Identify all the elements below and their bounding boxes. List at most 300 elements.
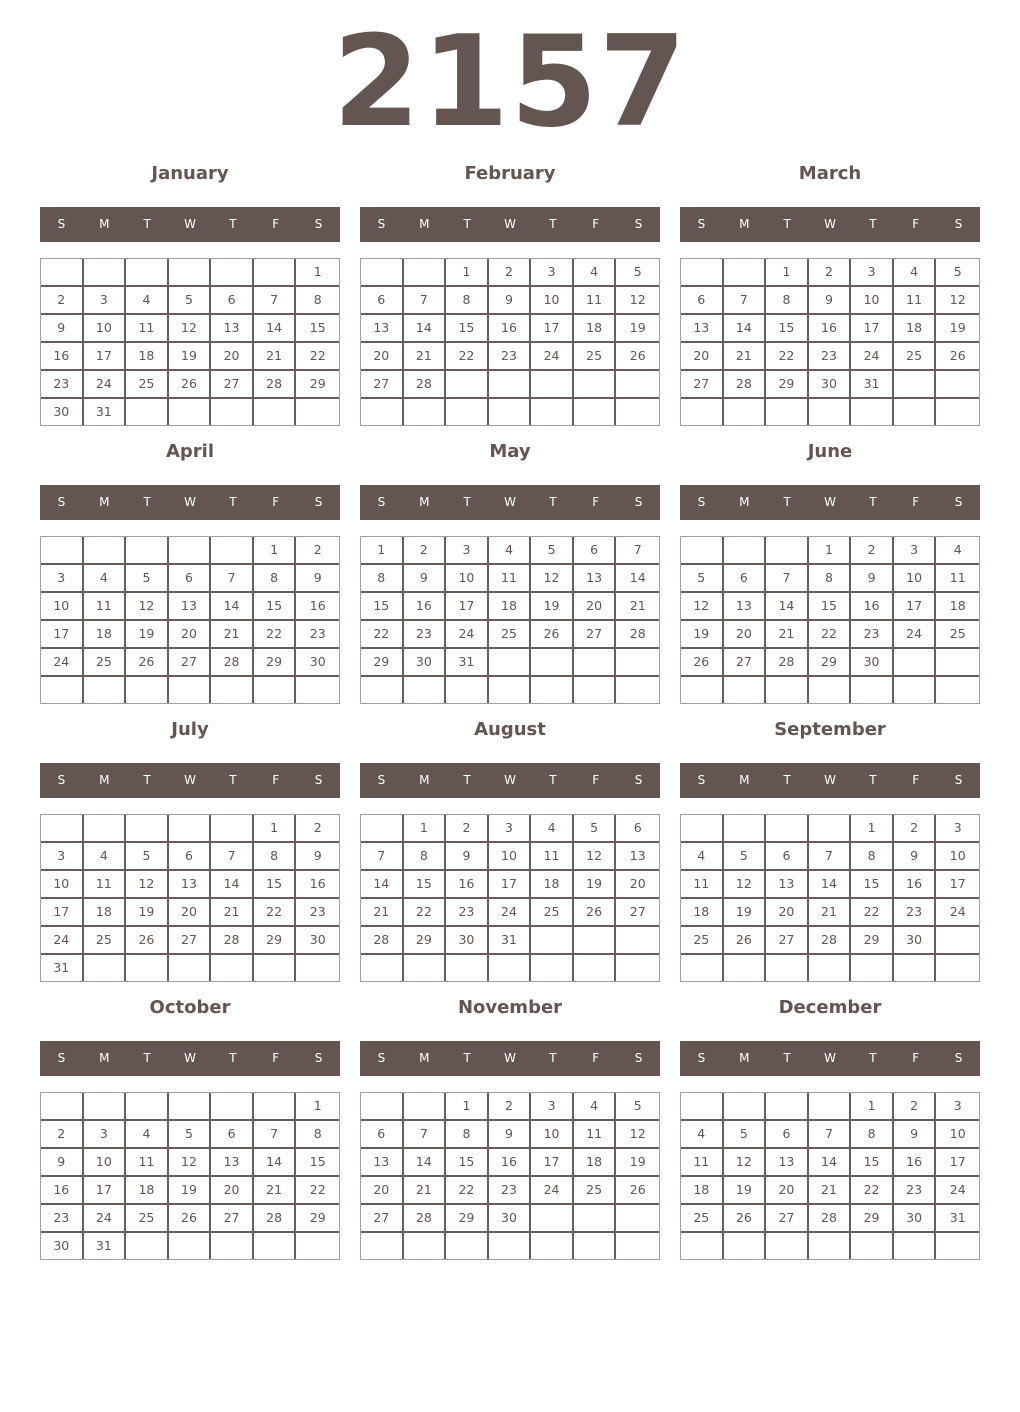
weekday-label: T (783, 773, 791, 787)
day-cell: 10 (531, 1121, 574, 1149)
day-cell: 27 (169, 649, 212, 677)
day-cell: 5 (574, 815, 617, 843)
day-cell: 28 (254, 371, 297, 399)
day-cell: 24 (531, 343, 574, 371)
weekday-label: M (419, 1051, 430, 1065)
day-cell (126, 815, 169, 843)
day-cell: 6 (766, 843, 809, 871)
day-cell: 5 (126, 565, 169, 593)
day-cell (254, 955, 297, 981)
day-cell: 19 (724, 899, 767, 927)
day-cell: 31 (936, 1205, 979, 1233)
day-cell: 14 (616, 565, 659, 593)
day-cell (766, 677, 809, 703)
day-cell (254, 677, 297, 703)
day-cell: 4 (126, 287, 169, 315)
month-title: January (151, 163, 229, 184)
day-cell: 28 (361, 927, 404, 955)
day-cell: 12 (574, 843, 617, 871)
day-cell: 7 (724, 287, 767, 315)
month-title: May (489, 441, 531, 462)
day-cell: 9 (809, 287, 852, 315)
day-cell: 19 (681, 621, 724, 649)
day-cell: 15 (296, 1149, 339, 1177)
weekday-header (360, 485, 660, 520)
month-january (40, 160, 340, 432)
day-grid (40, 1092, 340, 1260)
weekday-label: T (229, 217, 237, 231)
day-cell (489, 955, 532, 981)
day-cell (724, 1093, 767, 1121)
day-cell: 21 (404, 343, 447, 371)
day-cell: 27 (724, 649, 767, 677)
day-cell: 23 (296, 899, 339, 927)
day-cell: 1 (446, 259, 489, 287)
day-cell (936, 649, 979, 677)
day-cell (254, 1233, 297, 1259)
day-cell: 30 (894, 1205, 937, 1233)
month-title: July (171, 719, 209, 740)
day-cell: 10 (446, 565, 489, 593)
weekday-label: S (57, 1051, 66, 1065)
day-cell: 4 (574, 1093, 617, 1121)
day-cell (446, 371, 489, 399)
day-cell: 10 (84, 1149, 127, 1177)
day-cell: 13 (361, 315, 404, 343)
day-cell: 7 (616, 537, 659, 565)
day-cell (574, 955, 617, 981)
day-cell: 15 (809, 593, 852, 621)
day-cell: 18 (936, 593, 979, 621)
day-cell: 4 (489, 537, 532, 565)
day-cell: 26 (724, 927, 767, 955)
day-cell: 14 (809, 871, 852, 899)
weekday-header (40, 485, 340, 520)
day-cell: 23 (489, 1177, 532, 1205)
weekday-label: S (634, 495, 643, 509)
day-cell (126, 1093, 169, 1121)
day-cell (41, 815, 84, 843)
day-cell: 26 (616, 1177, 659, 1205)
day-cell (574, 649, 617, 677)
weekday-label: W (184, 773, 196, 787)
day-cell: 3 (531, 259, 574, 287)
day-cell: 14 (254, 1149, 297, 1177)
day-cell (361, 677, 404, 703)
day-cell (211, 537, 254, 565)
weekday-label: F (272, 217, 280, 231)
day-cell (936, 1233, 979, 1259)
weekday-label: T (869, 495, 877, 509)
day-cell (851, 399, 894, 425)
day-cell (531, 955, 574, 981)
day-cell: 2 (41, 287, 84, 315)
day-cell: 5 (169, 287, 212, 315)
day-cell: 10 (851, 287, 894, 315)
day-cell: 30 (41, 1233, 84, 1259)
day-cell: 28 (724, 371, 767, 399)
day-cell (489, 1233, 532, 1259)
day-grid (680, 1092, 980, 1260)
day-cell (169, 399, 212, 425)
day-cell: 28 (766, 649, 809, 677)
weekday-label: S (314, 495, 323, 509)
day-cell: 15 (296, 315, 339, 343)
day-cell: 5 (616, 1093, 659, 1121)
day-cell (404, 259, 447, 287)
day-cell: 25 (681, 1205, 724, 1233)
day-cell: 7 (211, 843, 254, 871)
day-cell: 12 (531, 565, 574, 593)
day-cell (894, 1233, 937, 1259)
day-cell (446, 1233, 489, 1259)
weekday-header (360, 1041, 660, 1076)
day-cell (681, 955, 724, 981)
day-cell: 25 (84, 927, 127, 955)
day-cell: 6 (211, 287, 254, 315)
day-cell: 25 (574, 343, 617, 371)
day-cell: 27 (361, 371, 404, 399)
day-cell: 11 (531, 843, 574, 871)
day-cell (211, 815, 254, 843)
weekday-label: M (99, 217, 110, 231)
day-cell: 15 (404, 871, 447, 899)
day-cell: 31 (446, 649, 489, 677)
day-cell (84, 955, 127, 981)
day-cell (489, 371, 532, 399)
day-cell: 24 (41, 649, 84, 677)
day-cell: 16 (894, 1149, 937, 1177)
day-grid (40, 258, 340, 426)
weekday-label: S (954, 217, 963, 231)
day-cell: 15 (446, 315, 489, 343)
day-cell: 17 (489, 871, 532, 899)
day-cell (724, 399, 767, 425)
day-cell: 1 (404, 815, 447, 843)
weekday-label: T (229, 1051, 237, 1065)
day-cell (211, 1093, 254, 1121)
day-cell (681, 815, 724, 843)
day-cell: 18 (126, 1177, 169, 1205)
day-cell (531, 1205, 574, 1233)
day-cell: 25 (126, 1205, 169, 1233)
day-cell: 25 (126, 371, 169, 399)
day-cell: 24 (84, 1205, 127, 1233)
day-cell (169, 1233, 212, 1259)
day-cell: 4 (574, 259, 617, 287)
day-cell: 16 (404, 593, 447, 621)
day-cell: 30 (41, 399, 84, 425)
day-cell (211, 1233, 254, 1259)
day-cell: 15 (851, 1149, 894, 1177)
day-cell: 5 (724, 843, 767, 871)
day-cell: 1 (361, 537, 404, 565)
day-cell (169, 815, 212, 843)
day-cell: 24 (446, 621, 489, 649)
day-cell: 28 (404, 371, 447, 399)
weekday-label: T (143, 773, 151, 787)
day-cell: 18 (84, 899, 127, 927)
day-cell: 22 (254, 899, 297, 927)
weekday-label: M (419, 217, 430, 231)
day-cell: 29 (296, 371, 339, 399)
day-cell: 16 (489, 1149, 532, 1177)
day-cell: 12 (169, 1149, 212, 1177)
day-cell (404, 399, 447, 425)
weekday-label: W (504, 773, 516, 787)
day-cell: 20 (169, 899, 212, 927)
weekday-header (680, 207, 980, 242)
day-cell (404, 1233, 447, 1259)
weekday-header (40, 207, 340, 242)
day-cell (809, 955, 852, 981)
day-cell: 19 (936, 315, 979, 343)
day-grid (680, 814, 980, 982)
day-cell (296, 677, 339, 703)
day-cell: 12 (169, 315, 212, 343)
day-cell: 11 (894, 287, 937, 315)
day-cell (766, 1233, 809, 1259)
day-cell: 1 (766, 259, 809, 287)
day-cell (446, 955, 489, 981)
day-cell: 1 (446, 1093, 489, 1121)
day-cell: 17 (531, 1149, 574, 1177)
day-cell: 17 (41, 621, 84, 649)
day-cell: 22 (296, 1177, 339, 1205)
weekday-label: F (912, 1051, 920, 1065)
day-cell: 14 (211, 593, 254, 621)
month-november (360, 994, 660, 1266)
day-cell (936, 399, 979, 425)
day-cell: 4 (126, 1121, 169, 1149)
day-cell (296, 955, 339, 981)
weekday-label: T (783, 1051, 791, 1065)
day-cell: 18 (894, 315, 937, 343)
weekday-label: F (272, 773, 280, 787)
day-cell: 26 (724, 1205, 767, 1233)
day-cell: 28 (809, 927, 852, 955)
day-cell: 24 (936, 1177, 979, 1205)
day-cell (574, 677, 617, 703)
day-cell: 19 (574, 871, 617, 899)
weekday-label: T (463, 217, 471, 231)
day-cell: 23 (851, 621, 894, 649)
weekday-label: W (824, 1051, 836, 1065)
day-cell: 15 (851, 871, 894, 899)
month-title: September (774, 719, 886, 740)
day-cell (724, 955, 767, 981)
day-cell: 3 (489, 815, 532, 843)
day-cell (894, 649, 937, 677)
day-cell: 17 (894, 593, 937, 621)
day-cell: 30 (894, 927, 937, 955)
day-cell: 11 (681, 1149, 724, 1177)
month-title: October (149, 997, 231, 1018)
weekday-label: W (824, 495, 836, 509)
weekday-label: T (783, 495, 791, 509)
day-cell: 21 (724, 343, 767, 371)
day-cell (724, 815, 767, 843)
day-cell: 27 (211, 371, 254, 399)
month-february (360, 160, 660, 432)
day-cell: 30 (296, 649, 339, 677)
day-cell (724, 677, 767, 703)
weekday-label: S (377, 1051, 386, 1065)
day-cell: 26 (169, 371, 212, 399)
day-cell (616, 927, 659, 955)
weekday-label: S (954, 1051, 963, 1065)
day-cell (766, 537, 809, 565)
weekday-label: F (912, 773, 920, 787)
day-cell: 8 (296, 1121, 339, 1149)
day-cell: 2 (404, 537, 447, 565)
day-cell: 16 (446, 871, 489, 899)
day-cell: 11 (84, 593, 127, 621)
day-cell: 4 (681, 1121, 724, 1149)
day-cell: 21 (404, 1177, 447, 1205)
day-cell: 29 (766, 371, 809, 399)
weekday-label: S (57, 217, 66, 231)
day-cell: 19 (169, 343, 212, 371)
day-cell: 14 (404, 1149, 447, 1177)
weekday-label: S (314, 773, 323, 787)
day-cell: 21 (211, 899, 254, 927)
day-cell (616, 1205, 659, 1233)
day-cell: 3 (936, 815, 979, 843)
day-cell (936, 677, 979, 703)
day-cell: 13 (361, 1149, 404, 1177)
day-cell: 21 (361, 899, 404, 927)
day-cell: 1 (851, 815, 894, 843)
day-cell: 29 (254, 649, 297, 677)
day-cell: 17 (851, 315, 894, 343)
weekday-label: S (634, 217, 643, 231)
day-cell (41, 259, 84, 287)
day-cell: 28 (404, 1205, 447, 1233)
day-cell: 6 (574, 537, 617, 565)
day-cell: 18 (126, 343, 169, 371)
day-cell (169, 955, 212, 981)
month-may (360, 438, 660, 710)
day-cell: 2 (296, 815, 339, 843)
weekday-label: S (697, 495, 706, 509)
day-cell (616, 649, 659, 677)
day-cell: 29 (809, 649, 852, 677)
day-grid (360, 1092, 660, 1260)
weekday-label: T (549, 1051, 557, 1065)
day-cell: 23 (809, 343, 852, 371)
day-cell: 10 (41, 871, 84, 899)
month-title: April (165, 441, 215, 462)
day-cell: 23 (41, 371, 84, 399)
day-cell: 27 (766, 927, 809, 955)
weekday-label: S (314, 217, 323, 231)
day-cell: 15 (254, 871, 297, 899)
day-cell: 2 (296, 537, 339, 565)
day-cell: 9 (41, 315, 84, 343)
day-cell: 10 (894, 565, 937, 593)
day-cell: 5 (169, 1121, 212, 1149)
day-cell: 9 (296, 843, 339, 871)
day-cell: 12 (126, 593, 169, 621)
day-cell: 9 (489, 1121, 532, 1149)
day-cell: 19 (126, 621, 169, 649)
day-cell: 16 (851, 593, 894, 621)
day-cell: 20 (211, 343, 254, 371)
month-july (40, 716, 340, 988)
day-cell: 18 (681, 899, 724, 927)
day-cell: 4 (84, 843, 127, 871)
day-cell: 3 (851, 259, 894, 287)
weekday-label: S (634, 773, 643, 787)
day-cell: 16 (894, 871, 937, 899)
day-cell: 3 (936, 1093, 979, 1121)
day-cell: 14 (361, 871, 404, 899)
day-cell: 6 (361, 1121, 404, 1149)
day-cell (936, 371, 979, 399)
day-cell (936, 955, 979, 981)
day-cell: 26 (126, 927, 169, 955)
day-cell: 27 (211, 1205, 254, 1233)
day-cell (531, 371, 574, 399)
day-cell: 7 (254, 1121, 297, 1149)
weekday-label: M (739, 773, 750, 787)
day-cell (169, 1093, 212, 1121)
day-cell: 31 (84, 1233, 127, 1259)
month-title: June (807, 441, 853, 462)
day-cell (489, 677, 532, 703)
day-cell (361, 399, 404, 425)
day-cell (936, 927, 979, 955)
day-cell: 25 (574, 1177, 617, 1205)
day-cell: 5 (616, 259, 659, 287)
day-cell: 3 (894, 537, 937, 565)
day-cell: 31 (489, 927, 532, 955)
day-cell: 17 (41, 899, 84, 927)
day-cell (851, 677, 894, 703)
day-cell: 11 (126, 1149, 169, 1177)
day-cell: 4 (84, 565, 127, 593)
day-cell: 7 (766, 565, 809, 593)
day-cell: 23 (41, 1205, 84, 1233)
day-cell: 17 (446, 593, 489, 621)
day-cell (809, 1233, 852, 1259)
day-cell: 13 (681, 315, 724, 343)
day-cell (724, 259, 767, 287)
day-cell: 10 (936, 1121, 979, 1149)
day-cell: 14 (404, 315, 447, 343)
day-cell: 22 (296, 343, 339, 371)
day-cell: 25 (84, 649, 127, 677)
day-cell: 20 (681, 343, 724, 371)
day-cell: 22 (361, 621, 404, 649)
day-cell (616, 371, 659, 399)
month-title: November (457, 997, 563, 1018)
day-cell: 18 (574, 315, 617, 343)
weekday-label: M (739, 1051, 750, 1065)
day-cell (126, 537, 169, 565)
day-cell (809, 815, 852, 843)
day-grid (360, 258, 660, 426)
day-cell: 30 (809, 371, 852, 399)
day-cell: 7 (404, 287, 447, 315)
day-cell (809, 677, 852, 703)
day-cell (809, 1093, 852, 1121)
day-cell: 2 (809, 259, 852, 287)
day-cell: 18 (84, 621, 127, 649)
day-cell: 29 (404, 927, 447, 955)
day-cell: 11 (84, 871, 127, 899)
